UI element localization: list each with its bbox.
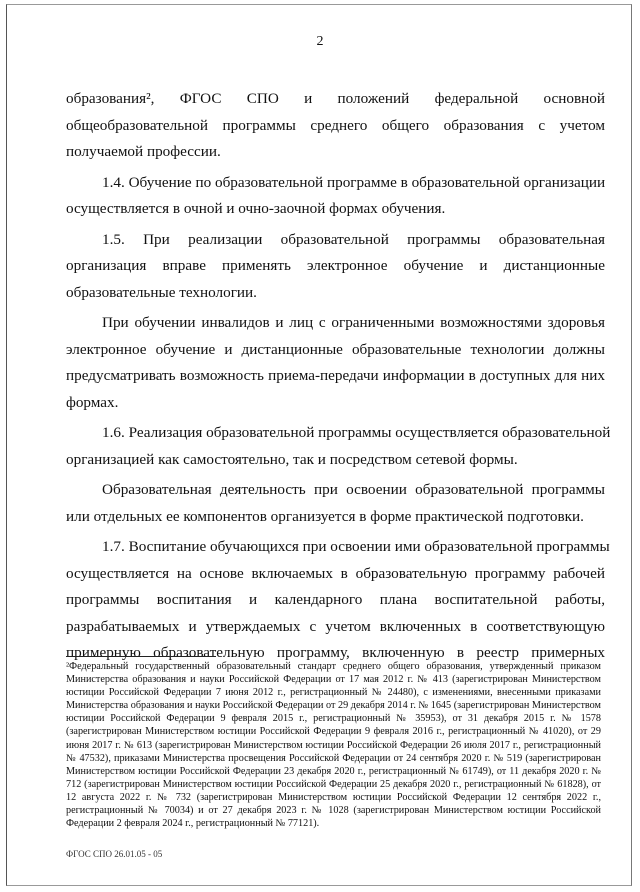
text-line: общеобразовательной программы среднего общего образования с учетом bbox=[66, 116, 605, 134]
text-line: примерную образовательную программу, включенную в реестр примерных bbox=[66, 644, 605, 661]
text-line: осуществляется на основе включаемых в образовательную программу рабочей bbox=[66, 564, 605, 582]
text-line: разрабатываемых и утверждаемых с учетом включенных в соответствующую bbox=[66, 617, 605, 635]
text-line: 1.4. Обучение по образовательной программе в образовательной организации bbox=[102, 173, 606, 191]
text-line: При обучении инвалидов и лиц с ограниченными возможностями здоровья bbox=[102, 314, 605, 331]
text-line: осуществляется в очной и очно-заочной формах обучения. bbox=[66, 200, 446, 217]
text-line: электронное обучение и дистанционные образовательные технологии должны bbox=[66, 340, 605, 358]
document-code: ФГОС СПО 26.01.05 - 05 bbox=[66, 849, 163, 859]
page-number: 2 bbox=[316, 34, 324, 49]
text-line: или отдельных ее компонентов организуется в форме практической подготовки. bbox=[66, 507, 584, 525]
text-line: программы воспитания и календарного плана воспитательной работы, bbox=[66, 591, 605, 608]
text-line: 1.6. Реализация образовательной программы осуществляется образовательной bbox=[102, 424, 611, 441]
text-line: образовательные технологии. bbox=[66, 283, 257, 301]
text-line: образования², ФГОС СПО и положений федеральной основной bbox=[66, 90, 605, 107]
text-line: 1.7. Воспитание обучающихся при освоении ими образовательной программы bbox=[102, 538, 610, 555]
footnote: ²Федеральный государственный образовательный стандарт среднего общего образования, утвержденный приказом Министерства образования и науки Российской Федерации от 17 мая 2012 г. № 413 (зарегистрирован Министерством юстиции Российской Федерации 7 июня 2012 г., регистрационный № 24480), с изменениями, внесенными приказами Министерства образования и науки Российской Федерации от 29 декабря 2014 г. № 1645 (зарегистрирован Министерством юстиции Российской Федерации 9 февраля 2015 г., регистрационный № 35953), от 31 декабря 2015 г. № 1578 (зарегистрирован Министерством юстиции Российской Федерации 9 февраля 2016 г., регистрационный № 41020), от 29 июня 2017 г. № 613 (зарегистрирован Министерством юстиции Российской Федерации 26 июля 2017 г., регистрационный № 47532), приказами Министерства просвещения Российской Федерации от 24 сентября 2020 г. № 519 (зарегистрирован Министерством юстиции Российской Федерации 23 декабря 2020 г., регистрационный № 61749), от 11 декабря 2020 г. № 712 (зарегистрирован Министерством юстиции Российской Федерации 25 декабря 2020 г., регистрационный № 61828), от 12 августа 2022 г. № 732 (зарегистрирован Министерством юстиции Российской Федерации 12 сентября 2022 г., регистрационный № 70034) и от 27 декабря 2023 г. № 1028 (зарегистрирован Министерством юстиции Российской Федерации 2 февраля 2024 г., регистрационный № 77121). bbox=[66, 661, 601, 830]
text-line: формах. bbox=[66, 393, 119, 411]
footnote-separator bbox=[66, 656, 216, 657]
text-line: организацией как самостоятельно, так и посредством сетевой формы. bbox=[66, 450, 518, 468]
text-line: предусматривать возможность приема-передачи информации в доступных для них bbox=[66, 367, 605, 384]
body-text bbox=[66, 86, 611, 667]
text-line: организация вправе применять электронное обучение и дистанционные bbox=[66, 257, 605, 274]
text-line: получаемой профессии. bbox=[66, 143, 221, 160]
text-line: Образовательная деятельность при освоении образовательной программы bbox=[102, 481, 605, 498]
text-line: 1.5. При реализации образовательной программы образовательная bbox=[102, 230, 605, 248]
